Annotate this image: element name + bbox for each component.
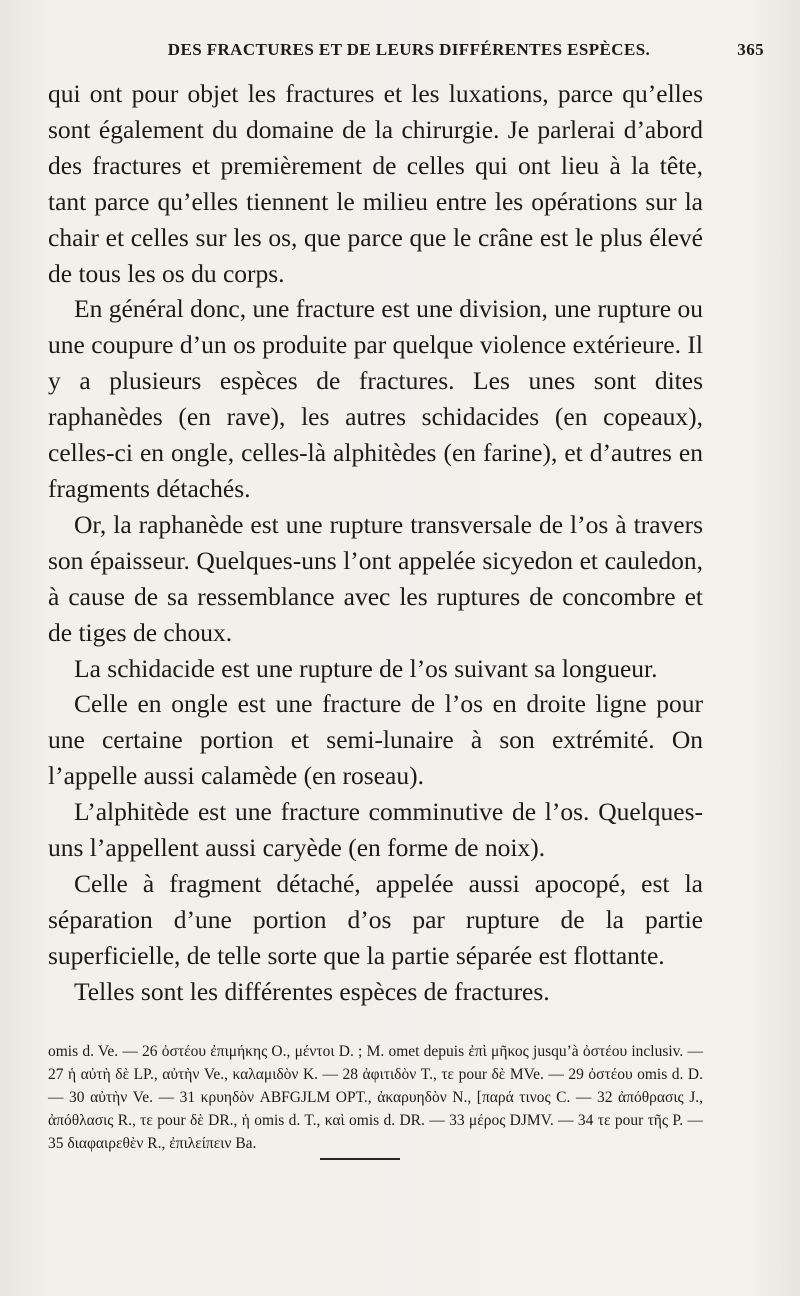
paragraph-continuation: qui ont pour objet les fractures et les luxations, parce qu’elles sont également du domaine de la chirurgie. Je parlerai d’abord des fractures et premièrement de celles qui ont lieu à la tête, tant parce qu’elles tiennent le milieu entre les opérations sur la chair et celles sur les os, que parce que le crâne est le plus élevé de tous les os du corps. (48, 79, 703, 288)
paragraph-alphitede: L’alphitède est une fracture comminutive de l’os. Quelques-uns l’appellent aussi caryède (en forme de noix). (48, 797, 703, 863)
paragraph-definition: En général donc, une fracture est une division, une rupture ou une coupure d’un os produite par quelque violence extérieure. Il y a plusieurs espèces de fractures. Les unes sont dites raphanèdes (en rave), les autres schidacides (en copeaux), celles-ci en ongle, celles-là alphitèdes (en farine), et d’autres en fragments détachés. (48, 294, 703, 503)
paragraph-schidacide: La schidacide est une rupture de l’os suivant sa longueur. (74, 653, 658, 683)
footnotes (48, 1040, 703, 1155)
paragraph-raphanede: Or, la raphanède est une rupture transversale de l’os à travers son épaisseur. Quelques-uns l’ont appelée sicyedon et cauledon, à cause de sa ressemblance avec les ruptures de concombre et de tiges de choux. (48, 509, 703, 647)
running-header (48, 40, 764, 64)
paragraph-conclusion: Telles sont les différentes espèces de fractures. (74, 976, 550, 1006)
paragraph-apocope: Celle à fragment détaché, appelée aussi apocopé, est la séparation d’une portion d’os par rupture de la partie superficielle, de telle sorte que la partie séparée est flottante. (48, 868, 703, 970)
running-title: DES FRACTURES ET DE LEURS DIFFÉRENTES ESPÈCES. (167, 40, 651, 59)
footnote-text: omis d. Ve. — 26 ὀστέου ἐπιμήκης O., μέντοι D. ; M. omet depuis ἐπὶ μῆκος jusqu’à ὀστέου inclusiv. — 27 ἡ αὐτὴ δὲ LP., αὐτὴν Ve., καλαμιδὸν K. — 28 ἀφιτιδὸν T., τε pour δὲ MVe. — 29 ὀστέου omis d. D. — 30 αὐτὴν Ve. — 31 κρυηδὸν ABFGJLM OPT., ἀκαρυηδὸν N., [παρά τινος C. — 32 ἀπόθρασις J., ἀπόθλασις R., τε pour δὲ DR., ἡ omis d. T., καὶ omis d. DR. — 33 μέρος DJMV. — 34 τε pour τῆς P. — 35 διαφαιρεθὲν R., ἐπιλείπειν Ba. (48, 1043, 703, 1152)
end-rule (320, 1158, 400, 1160)
main-text (48, 76, 703, 1010)
page-number: 365 (737, 40, 764, 59)
paragraph-ongle: Celle en ongle est une fracture de l’os en droite ligne pour une certaine portion et semi-lunaire à son extrémité. On l’appelle aussi calamède (en roseau). (48, 689, 703, 791)
